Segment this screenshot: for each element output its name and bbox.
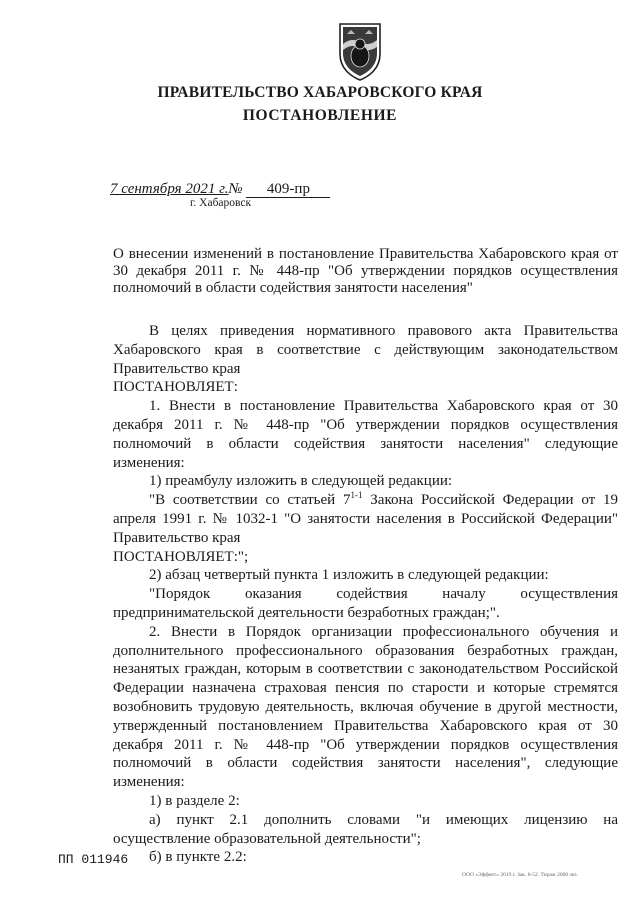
quote-preamble-end: ПОСТАНОВЛЯЕТ:"; bbox=[113, 548, 249, 565]
date-number-line bbox=[110, 181, 330, 198]
organization-title: ПРАВИТЕЛЬСТВО ХАБАРОВСКОГО КРАЯ bbox=[157, 84, 483, 101]
paragraph-1: 1. Внести в постановление Правительства Хабаровского края от 30 декабря 2011 г. № 448-пр "Об утверждении порядков осуществления полномочий в области содействия занятости населения" следующие изменения: bbox=[113, 398, 618, 471]
subparagraph-2-1: 1) в разделе 2: bbox=[149, 792, 240, 809]
quote-preamble bbox=[113, 491, 618, 547]
quote-abzac: "Порядок оказания содействия началу осуществления предпринимательской деятельности безработных граждан;". bbox=[113, 586, 618, 621]
coat-of-arms-emblem bbox=[333, 20, 387, 82]
subparagraph-1-1: 1) преамбулу изложить в следующей редакции: bbox=[149, 473, 453, 490]
subparagraph-2-1-b: б) в пункте 2.2: bbox=[149, 849, 247, 866]
quote-preamble-start: "В соответствии со статьей 7 bbox=[149, 492, 351, 509]
subparagraph-2-1-a: а) пункт 2.1 дополнить словами "и имеющих лицензию на осуществление образовательной деятельности"; bbox=[113, 811, 618, 847]
subparagraph-1-2: 2) абзац четвертый пункта 1 изложить в следующей редакции: bbox=[149, 567, 549, 584]
document-body bbox=[113, 322, 618, 867]
document-subject: О внесении изменений в постановление Правительства Хабаровского края от 30 декабря 2011 г. № 448-пр "Об утверждении порядков осуществления полномочий в области содействия занятости населения" bbox=[113, 246, 618, 296]
inventory-number: ПП 011946 bbox=[58, 852, 129, 867]
document-place: г. Хабаровск bbox=[190, 197, 252, 209]
document-type: ПОСТАНОВЛЕНИЕ bbox=[242, 107, 398, 124]
document-date: 7 сентября 2021 г. bbox=[110, 181, 229, 197]
preamble-paragraph: В целях приведения нормативного правового акта Правительства Хабаровского края в соответствие с действующим законодательством Правительство края bbox=[113, 323, 618, 377]
resolves-heading: ПОСТАНОВЛЯЕТ: bbox=[113, 379, 238, 396]
document-number: 409-пр bbox=[246, 182, 330, 198]
number-sign: № bbox=[228, 181, 243, 197]
printer-imprint: ООО «Эффект» 2019 г. Зак. 8-52. Тираж 2000 экз. bbox=[462, 872, 578, 878]
quote-preamble-rest: Закона Российской Федерации от 19 апреля 1991 г. № 1032-1 "О занятости населения в Российской Федерации" Правительство края bbox=[113, 492, 618, 546]
paragraph-2: 2. Внести в Порядок организации профессионального обучения и дополнительного профессионального образования безработных граждан, незанятых граждан, которым в соответствии с законодательством Российской Федерации назначена страховая пенсия по старости и которые стремятся возобновить трудовую деятельность, включая обучение в другой местности, утвержденный постановлением Правительства Хабаровского края от 30 декабря 2011 г. № 448-пр "Об утверждении порядков осуществления полномочий в области содействия занятости населения", следующие изменения: bbox=[113, 623, 618, 791]
article-superscript: 1-1 bbox=[350, 490, 363, 501]
